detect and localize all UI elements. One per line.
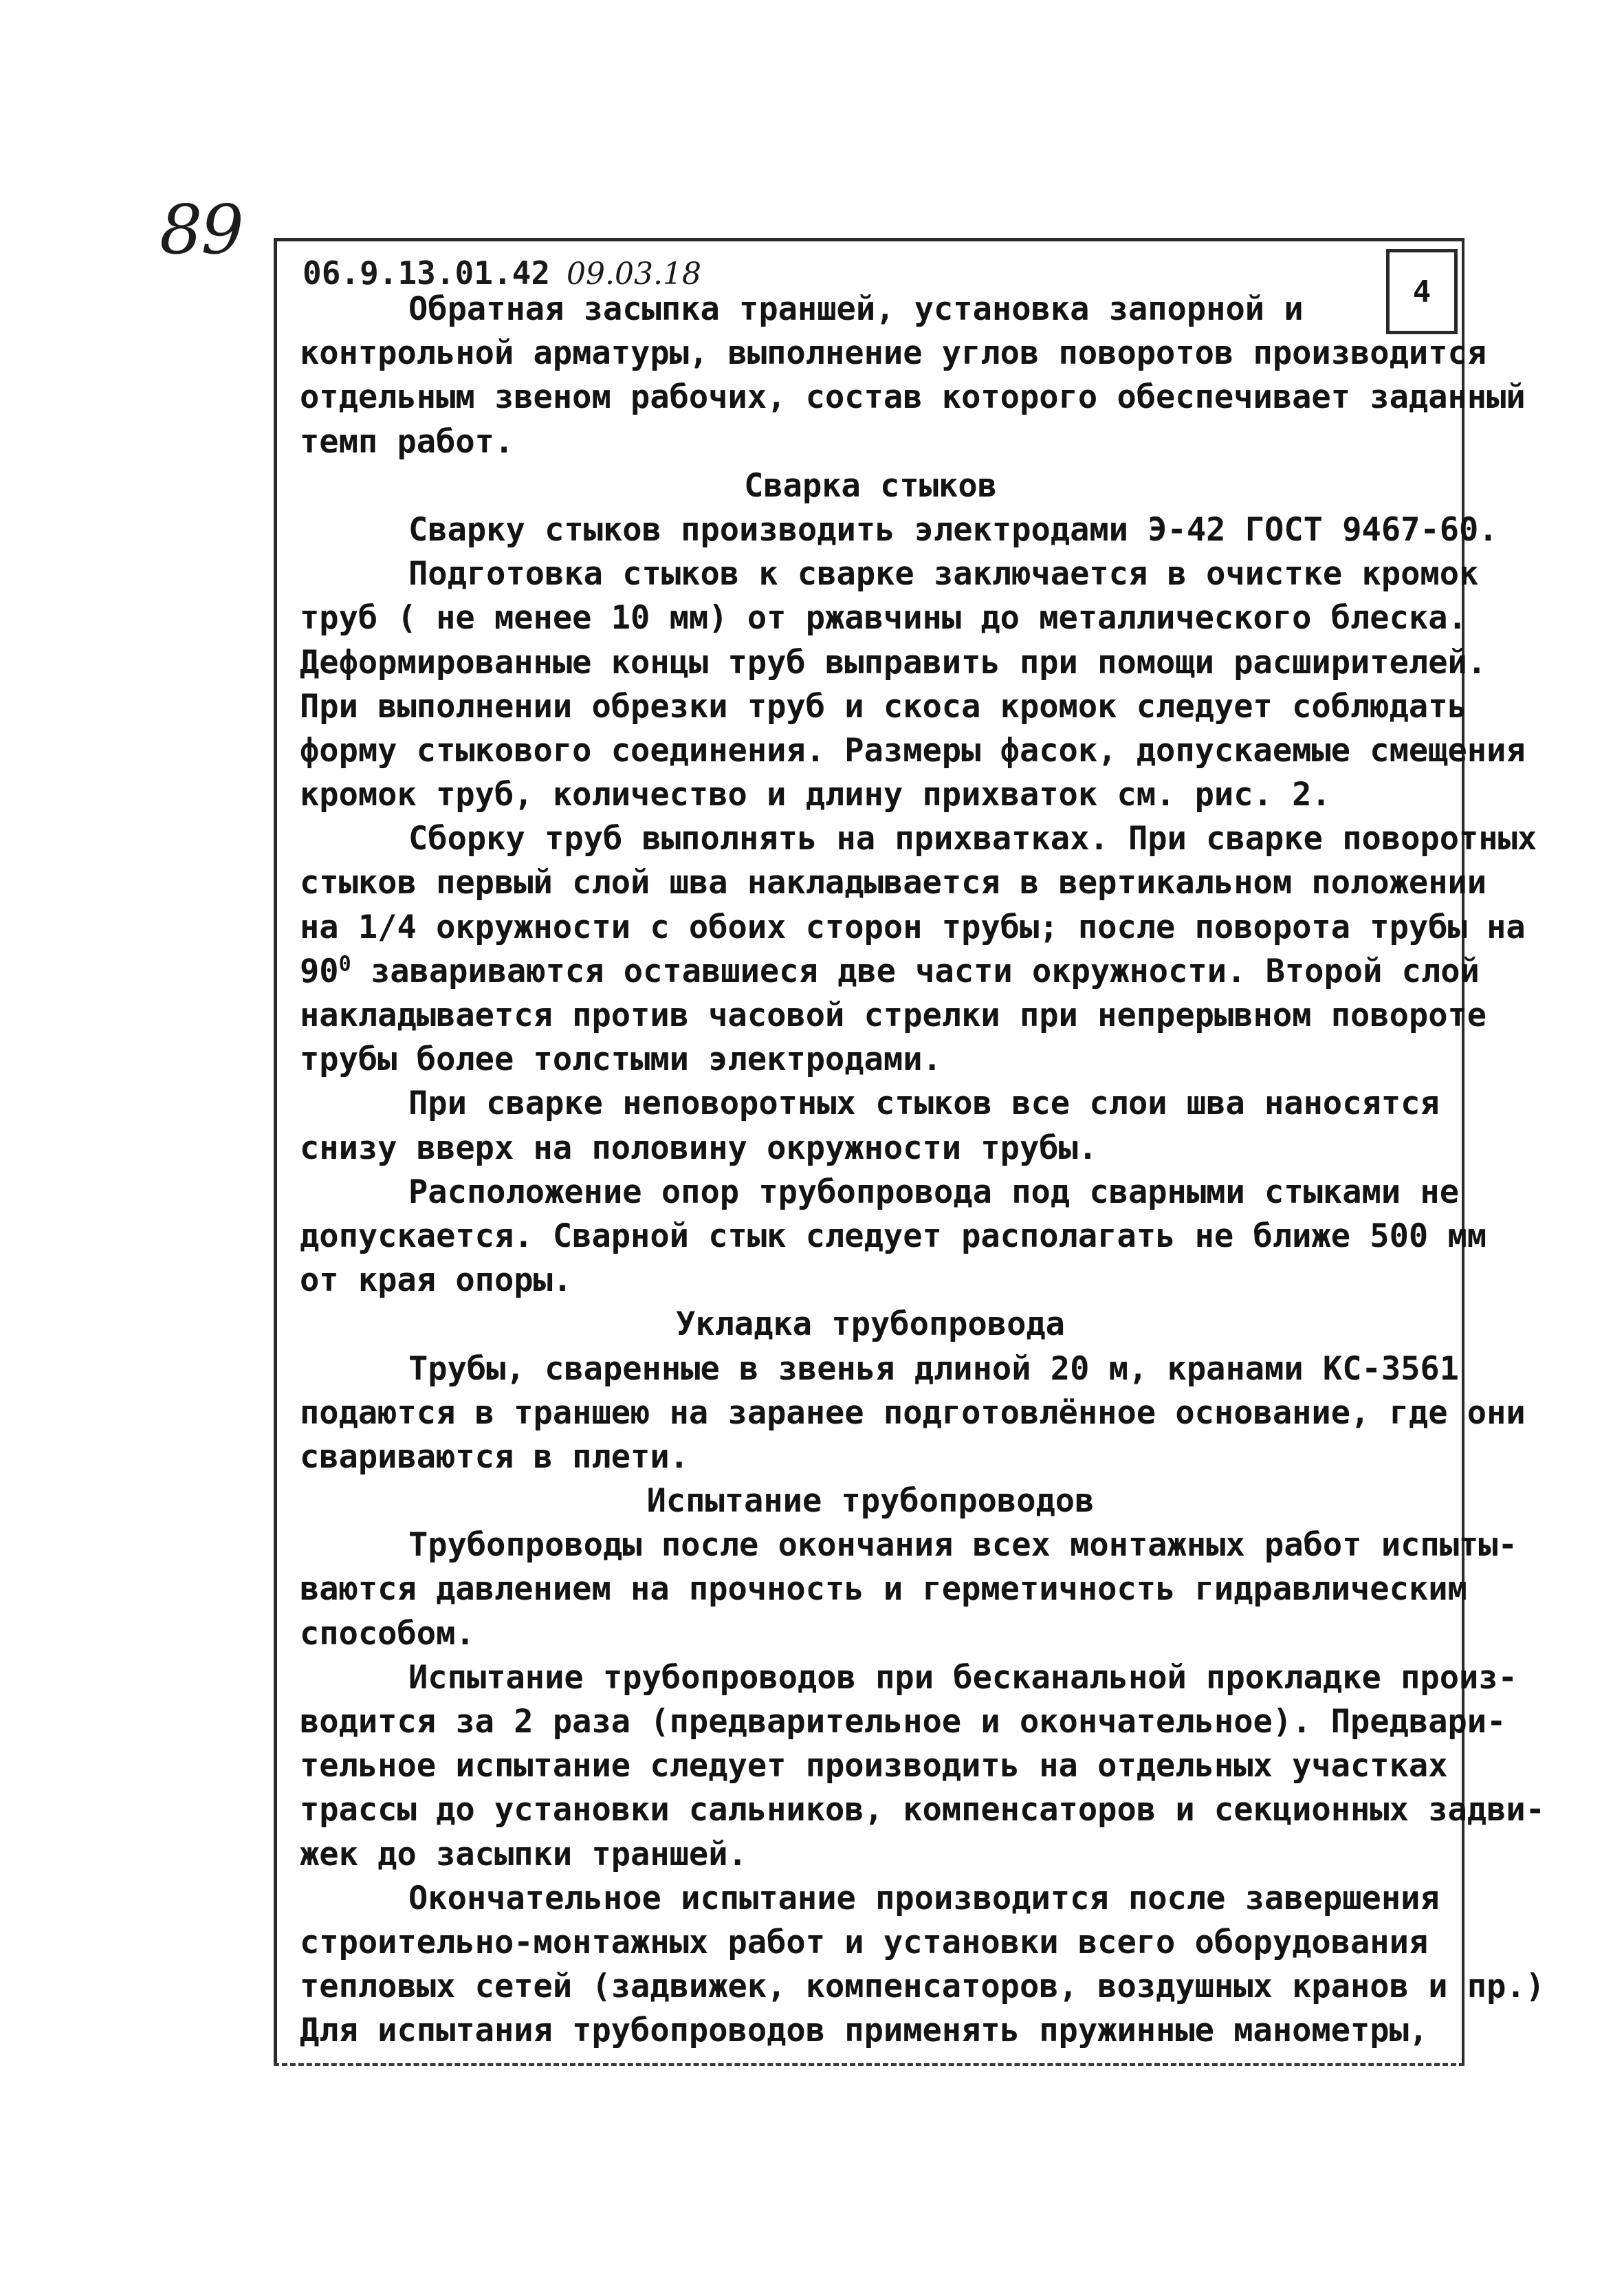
- text-line: [300, 950, 1480, 994]
- text-line: [300, 1171, 1460, 1215]
- text-line: [300, 1215, 1487, 1259]
- document-code-line: [303, 254, 701, 292]
- text-line-content: от края опоры.: [300, 1261, 573, 1300]
- text-line: [300, 287, 1441, 331]
- text-line: [300, 1788, 1545, 1832]
- text-line-content: трассы до установки сальников, компенсаторов и секционных задви-: [300, 1791, 1545, 1829]
- document-body: [300, 287, 1545, 2054]
- text-line-content: Расположение опор трубопровода под сварными стыками не: [408, 1173, 1460, 1211]
- text-line-content: Испытание трубопроводов при бесканальной прокладке произ-: [408, 1658, 1517, 1697]
- text-line: [300, 1612, 1441, 1656]
- text-line: [300, 773, 1441, 817]
- text-line: [300, 1744, 1448, 1788]
- text-line-content: 90: [300, 952, 339, 990]
- text-line-content: Окончательное испытание производится после завершения: [408, 1879, 1440, 1917]
- text-line: [300, 508, 1498, 552]
- text-line: [300, 1965, 1545, 2009]
- text-line-content: ваются давлением на прочность и герметичность гидравлическим: [300, 1570, 1467, 1609]
- text-line-content: допускается. Сварной стык следует располагать не ближе 500 мм: [300, 1217, 1487, 1255]
- text-line: [300, 906, 1526, 950]
- text-line-content: Трубы, сваренные в звенья длиной 20 м, кранами КС-3561: [408, 1349, 1460, 1388]
- text-line-content: на 1/4 окружности с обоих сторон трубы; после поворота трубы на: [300, 908, 1526, 946]
- text-line: [300, 2009, 1441, 2053]
- section-heading: [300, 464, 1441, 508]
- text-line: [300, 1833, 1441, 1877]
- text-line: [300, 552, 1479, 596]
- text-line: [300, 1347, 1460, 1391]
- text-line-content: снизу вверх на половину окружности трубы.: [300, 1129, 1098, 1167]
- text-line: [300, 861, 1487, 905]
- text-line: [300, 596, 1467, 640]
- text-line: [300, 1082, 1441, 1126]
- text-line: [300, 1700, 1506, 1744]
- corner-page-number: 89: [160, 191, 243, 270]
- text-line-content: водится за 2 раза (предварительное и окончательное). Предвари-: [300, 1703, 1506, 1741]
- text-line-content: контрольной арматуры, выполнение углов поворотов производится: [300, 334, 1487, 373]
- text-line: [300, 420, 1441, 464]
- text-line: [300, 375, 1526, 420]
- text-line-content: кромок труб, количество и длину прихваток см. рис. 2.: [300, 776, 1331, 814]
- text-line-content: Деформированные концы труб выправить при помощи расширителей.: [300, 643, 1487, 682]
- text-line-content: Сборку труб выполнять на прихватках. При сварке поворотных: [408, 820, 1537, 858]
- text-line: [300, 1126, 1441, 1171]
- text-line-content: Подготовка стыков к сварке заключается в очистке кромок: [408, 555, 1479, 594]
- text-line-content: форму стыкового соединения. Размеры фасок, допускаемые смещения: [300, 731, 1526, 770]
- text-line: [300, 1391, 1526, 1435]
- text-line-continuation: завариваются оставшиеся две части окружности. Второй слой: [351, 952, 1480, 990]
- text-line: [300, 1877, 1441, 1921]
- text-line-content: Трубопроводы после окончания всех монтажных работ испыты-: [408, 1526, 1517, 1565]
- text-line-content: накладывается против часовой стрелки при непрерывном повороте: [300, 997, 1487, 1034]
- text-line: [300, 1435, 1441, 1479]
- text-line: [300, 729, 1526, 773]
- text-line: [300, 1921, 1441, 1965]
- text-line-content: стыков первый слой шва накладывается в вертикальном положении: [300, 864, 1487, 902]
- text-line: [300, 1038, 1441, 1082]
- section-heading: [300, 1303, 1441, 1347]
- text-line-content: трубы более толстыми электродами.: [300, 1041, 942, 1079]
- text-line: [300, 1656, 1517, 1700]
- text-line: [300, 331, 1487, 375]
- text-line-content: тепловых сетей (задвижек, компенсаторов, воздушных кранов и пр.): [300, 1968, 1545, 2006]
- handwritten-date: 09.03.18: [567, 257, 701, 292]
- text-line: [300, 817, 1537, 861]
- text-line: [300, 685, 1467, 729]
- text-line-content: свариваются в плети.: [300, 1437, 689, 1476]
- text-line-content: Обратная засыпка траншей, установка запорной и: [408, 290, 1304, 328]
- text-line-content: строительно-монтажных работ и установки всего оборудования: [300, 1923, 1429, 1961]
- degree-superscript: 0: [338, 952, 351, 977]
- text-line-content: Сварку стыков производить электродами Э-42 ГОСТ 9467-60.: [408, 510, 1498, 549]
- text-line: [300, 1567, 1467, 1611]
- text-line-content: способом.: [300, 1614, 475, 1653]
- text-line-content: Укладка трубопровода: [676, 1305, 1065, 1344]
- bottom-dashed-rule: [274, 2063, 1464, 2066]
- text-line: [300, 641, 1487, 685]
- sheet-number: 4: [1412, 274, 1431, 309]
- section-heading: [300, 1479, 1441, 1523]
- text-line: [300, 994, 1487, 1038]
- text-line-content: При выполнении обрезки труб и скоса кромок следует соблюдать: [300, 687, 1467, 726]
- text-line-content: подаются в траншею на заранее подготовлённое основание, где они: [300, 1393, 1526, 1432]
- text-line-content: Для испытания трубопроводов применять пружинные манометры,: [300, 2012, 1429, 2050]
- text-line: [300, 1523, 1517, 1567]
- text-line-content: тельное испытание следует производить на отдельных участках: [300, 1747, 1448, 1785]
- text-line: [300, 1259, 1441, 1303]
- text-line-content: Сварка стыков: [744, 466, 997, 505]
- text-line-content: отдельным звеном рабочих, состав которого обеспечивает заданный: [300, 378, 1526, 417]
- document-code: 06.9.13.01.42: [303, 254, 551, 292]
- text-line-content: При сварке неповоротных стыков все слои шва наносятся: [408, 1085, 1440, 1123]
- text-line-content: жек до засыпки траншей.: [300, 1835, 747, 1873]
- text-line-content: труб ( не менее 10 мм) от ржавчины до металлического блеска.: [300, 599, 1467, 638]
- text-line-content: Испытание трубопроводов: [646, 1482, 1095, 1521]
- text-line-content: темп работ.: [300, 422, 514, 461]
